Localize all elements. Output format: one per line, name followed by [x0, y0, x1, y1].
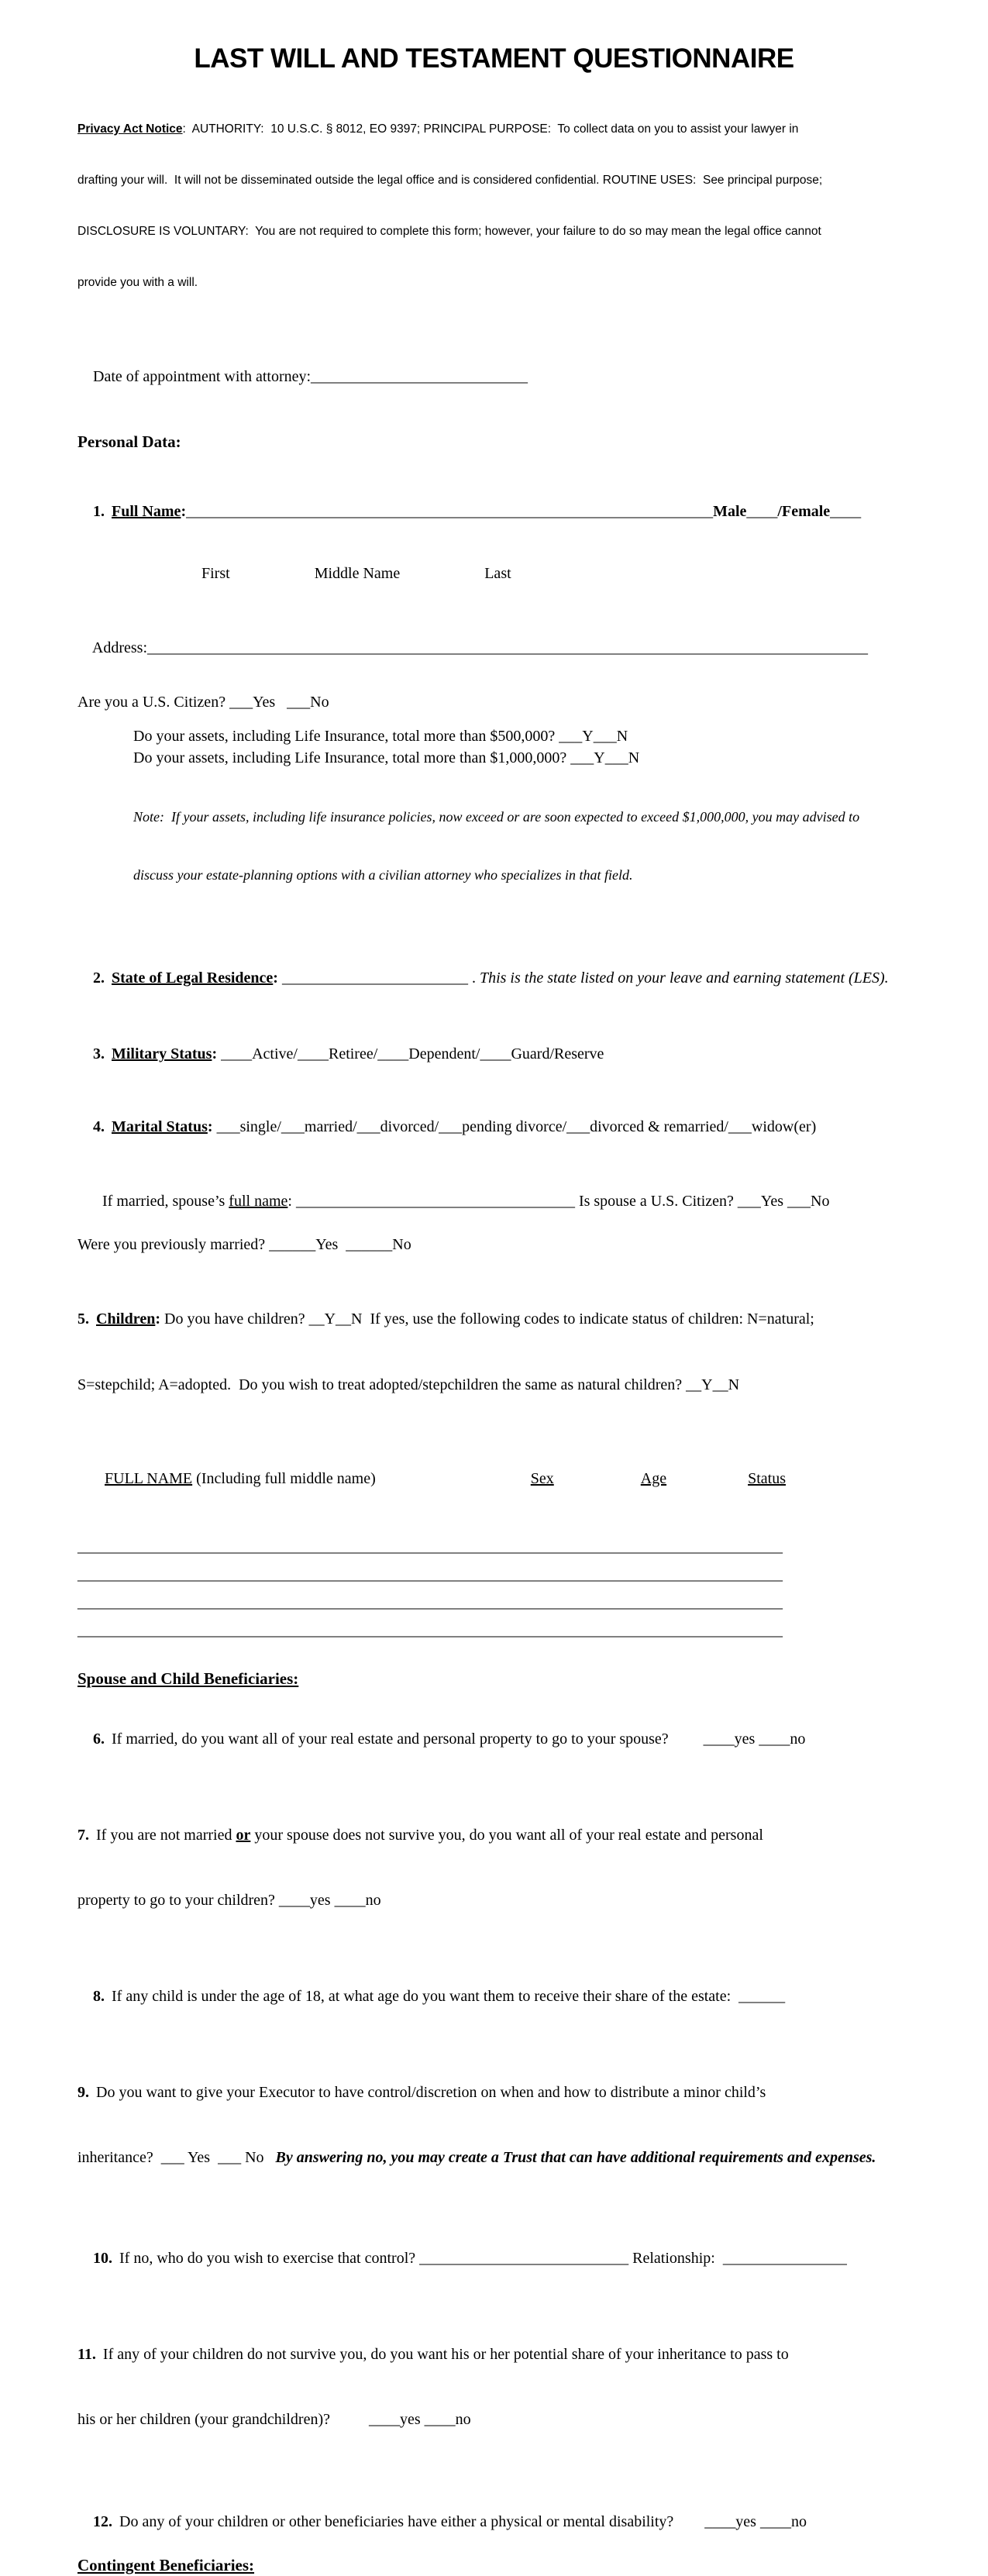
appointment-fill-line[interactable]: ____________________________	[311, 368, 528, 385]
question-7-number: 7.	[77, 1827, 89, 1844]
question-3-number: 3.	[93, 1045, 105, 1062]
middle-name-label: Middle Name	[314, 565, 401, 582]
male-label: Male	[713, 503, 747, 520]
question-5-colon: :	[155, 1310, 160, 1328]
privacy-label: Privacy Act Notice	[77, 122, 183, 136]
question-11	[77, 2300, 911, 2474]
control-fill-line[interactable]: ___________________________	[419, 2250, 629, 2267]
document-title: LAST WILL AND TESTAMENT QUESTIONNAIRE	[194, 43, 794, 74]
personal-data-heading: Personal Data:	[77, 432, 181, 451]
privacy-act-notice	[77, 87, 911, 325]
question-2-colon: :	[273, 969, 282, 987]
address-row	[77, 615, 911, 680]
privacy-line-1-text: : AUTHORITY: 10 U.S.C. § 8012, EO 9397; PRINCIPAL PURPOSE: To collect data on you to assist your lawyer in	[182, 122, 799, 136]
question-5-line-2: S=stepchild; A=adopted. Do you wish to treat adopted/stepchildren the same as natural children? __Y__N	[77, 1376, 740, 1393]
children-name-note: (Including full middle name)	[192, 1470, 376, 1487]
question-7	[77, 1781, 911, 1954]
military-status-options[interactable]: ____Active/____Retiree/____Dependent/____Guard/Reserve	[217, 1045, 604, 1062]
previously-married-question: Were you previously married? ______Yes ______No	[77, 1236, 411, 1253]
name-column-labels	[186, 546, 911, 601]
residence-fill-line[interactable]: ________________________	[281, 969, 468, 987]
question-3-label: Military Status	[112, 1045, 212, 1062]
privacy-line-2: drafting your will. It will not be disseminated outside the legal office and is considered confidential. ROUTINE USES: See principal purpose;	[77, 174, 823, 187]
question-1	[77, 479, 911, 544]
children-sex-header: Sex	[530, 1470, 554, 1487]
question-7-pre: If you are not married	[96, 1827, 236, 1844]
question-6	[77, 1706, 911, 1772]
question-5-label: Children	[96, 1310, 156, 1328]
children-table-header	[89, 1446, 911, 1511]
full-name-fill-line[interactable]: ____________________________________________________________________	[186, 503, 714, 520]
question-12-yes-no[interactable]: ____yes ____no	[673, 2513, 807, 2530]
children-name-header: FULL NAME	[105, 1470, 193, 1487]
question-11-text: If any of your children do not survive you, do you want his or her potential share of your inheritance to pass to	[102, 2346, 789, 2363]
question-8	[77, 1964, 911, 2029]
children-status-header: Status	[748, 1470, 786, 1487]
assets-note-line-2: discuss your estate-planning options with a civilian attorney who specializes in that field.	[133, 867, 633, 883]
question-9-warning: By answering no, you may create a Trust that can have additional requirements and expenses.	[275, 2149, 876, 2166]
question-8-text: If any child is under the age of 18, at what age do you want them to receive their share of the estate:	[112, 1988, 739, 2005]
question-5-text: Do you have children? __Y__N If yes, use the following codes to indicate status of children: N=natural;	[160, 1310, 814, 1328]
children-row-blank[interactable]: ___________________________________________________________________________________________	[77, 1566, 783, 1583]
question-7-line-1	[77, 1824, 911, 1846]
male-fill-line[interactable]: ____	[746, 503, 778, 520]
question-9-yes-no[interactable]: inheritance? ___ Yes ___ No	[77, 2149, 276, 2166]
relationship-label: Relationship:	[628, 2250, 723, 2267]
question-4	[77, 1094, 911, 1159]
question-9-text: Do you want to give your Executor to have control/discretion on when and how to distribute a minor child’s	[96, 2084, 766, 2101]
assets-1m-question: Do your assets, including Life Insurance, total more than $1,000,000? ___Y___N	[133, 749, 640, 766]
address-fill-line[interactable]: _____________________________________________________________________________________________	[147, 639, 869, 656]
last-name-label: Last	[484, 565, 511, 582]
question-8-number: 8.	[93, 1988, 105, 2005]
question-1-label: Full Name	[112, 503, 181, 520]
spouse-name-underlined: full name	[229, 1193, 288, 1210]
question-5-line-1	[77, 1308, 911, 1330]
privacy-line-1	[77, 121, 911, 138]
spouse-citizen-question: Is spouse a U.S. Citizen? ___Yes ___No	[574, 1193, 830, 1210]
question-2	[77, 945, 911, 1011]
question-4-number: 4.	[93, 1118, 105, 1135]
question-4-label: Marital Status	[112, 1118, 208, 1135]
question-1-number: 1.	[93, 503, 105, 520]
spouse-child-beneficiaries-heading: Spouse and Child Beneficiaries:	[77, 1669, 299, 1688]
question-2-note: This is the state listed on your leave and earning statement (LES).	[479, 969, 889, 987]
question-2-number: 2.	[93, 969, 105, 987]
address-label: Address:	[91, 639, 148, 656]
appointment-row	[77, 344, 911, 409]
relationship-fill-line[interactable]: ________________	[722, 2250, 847, 2267]
spouse-name-pre: If married, spouse’s	[102, 1193, 229, 1210]
question-7-or: or	[236, 1827, 251, 1844]
female-fill-line[interactable]: ____	[830, 503, 862, 520]
question-10-number: 10.	[93, 2250, 112, 2267]
question-2-label: State of Legal Residence	[112, 969, 274, 987]
question-11-line-1	[77, 2344, 911, 2365]
question-12	[77, 2489, 911, 2554]
female-label: /Female	[777, 503, 831, 520]
question-3	[77, 1021, 911, 1087]
question-5	[77, 1265, 911, 1440]
children-row-blank[interactable]: ___________________________________________________________________________________________	[77, 1538, 783, 1555]
question-9	[77, 2038, 911, 2212]
appointment-label: Date of appointment with attorney:	[93, 368, 312, 385]
spouse-name-fill-line[interactable]: ____________________________________	[295, 1193, 575, 1210]
question-12-text: Do any of your children or other beneficiaries have either a physical or mental disability?	[119, 2513, 674, 2530]
privacy-line-4: provide you with a will.	[77, 276, 198, 289]
question-6-yes-no[interactable]: ____yes ____no	[668, 1731, 806, 1748]
question-6-number: 6.	[93, 1731, 105, 1748]
children-age-header: Age	[640, 1470, 667, 1487]
children-row-blank[interactable]: ___________________________________________________________________________________________	[77, 1622, 783, 1639]
privacy-line-3: DISCLOSURE IS VOLUNTARY: You are not required to complete this form; however, your failure to do so may mean the legal office cannot	[77, 225, 821, 238]
question-11-number: 11.	[77, 2346, 96, 2363]
question-7-post: your spouse does not survive you, do you want all of your real estate and personal	[250, 1827, 763, 1844]
question-1-colon: :	[181, 503, 187, 520]
assets-note	[133, 769, 911, 924]
question-7-line-2: property to go to your children? ____yes ____no	[77, 1892, 381, 1909]
marital-status-options[interactable]: ___single/___married/___divorced/___pending divorce/___divorced & remarried/___widow(er)	[212, 1118, 817, 1135]
question-6-text: If married, do you want all of your real estate and personal property to go to your spouse?	[112, 1731, 669, 1748]
question-12-number: 12.	[93, 2513, 112, 2530]
question-11-line-2: his or her children (your grandchildren)? ____yes ____no	[77, 2411, 471, 2428]
question-5-number: 5.	[77, 1310, 89, 1328]
question-9-line-2	[77, 2147, 911, 2168]
citizen-question: Are you a U.S. Citizen? ___Yes ___No	[77, 694, 329, 711]
assets-500k-question: Do your assets, including Life Insurance, total more than $500,000? ___Y___N	[133, 728, 628, 745]
question-2-separator: .	[467, 969, 480, 987]
question-9-number: 9.	[77, 2084, 89, 2101]
question-8-fill-line[interactable]: ______	[738, 1988, 786, 2005]
spouse-name-colon: :	[287, 1193, 296, 1210]
first-name-label: First	[201, 565, 230, 582]
question-9-line-1	[77, 2082, 911, 2103]
contingent-beneficiaries-heading: Contingent Beneficiaries:	[77, 2556, 255, 2574]
assets-note-line-1: Note: If your assets, including life insurance policies, now exceed or are soon expected to exceed $1,000,000, you may advised to	[133, 809, 860, 825]
question-4-colon: :	[207, 1118, 213, 1135]
spouse-name-row	[87, 1169, 911, 1234]
children-row-blank[interactable]: ___________________________________________________________________________________________	[77, 1594, 783, 1611]
question-10	[77, 2226, 911, 2291]
question-3-colon: :	[212, 1045, 218, 1062]
question-10-text: If no, who do you wish to exercise that control?	[119, 2250, 420, 2267]
